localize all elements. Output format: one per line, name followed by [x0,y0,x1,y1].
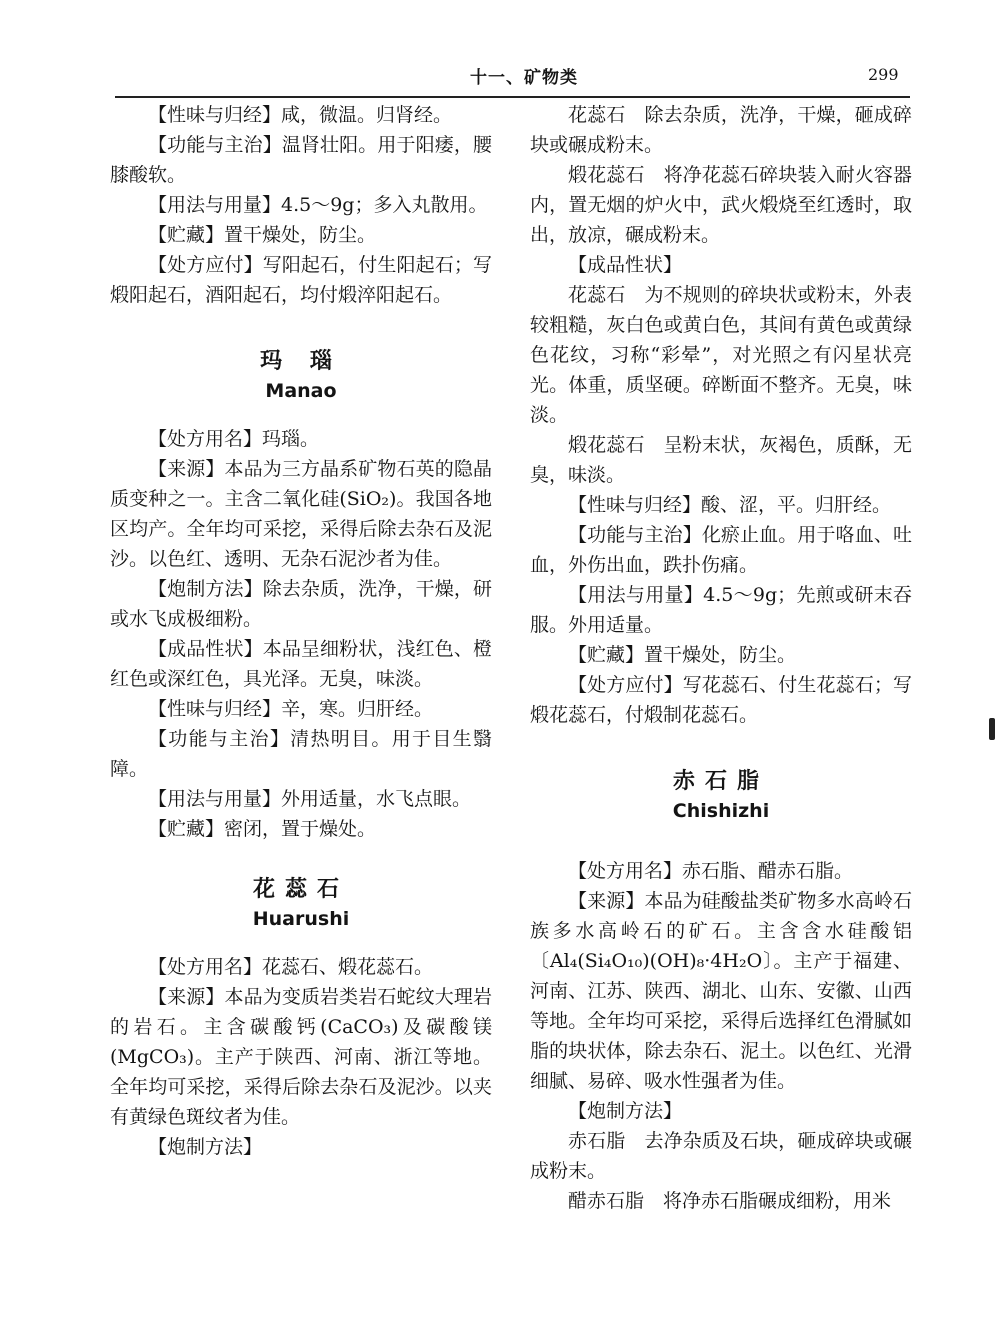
paragraph-taste-meridian: 【性味与归经】咸，微温。归肾经。 [148,104,453,126]
paragraph-huaruishi-function: 【功能与主治】化瘀止血。用于咯血、吐血，外伤出血，跌扑伤痛。 [530,524,912,576]
paragraph-manao-name: 【处方用名】玛瑙。 [148,428,320,450]
header-rule [115,96,910,98]
entry-title-chishizhi: 赤石脂 [672,768,769,794]
paragraph-manao-storage: 【贮藏】密闭，置于燥处。 [148,818,377,840]
paragraph-usage: 【用法与用量】4.5～9g；多入丸散用。 [148,194,488,216]
paragraph-huaruishi-taste: 【性味与归经】酸、涩，平。归肝经。 [568,494,892,516]
paragraph-huaruishi-calcined: 煅花蕊石 将净花蕊石碎块装入耐火容器内，置无烟的炉火中，武火煅烧至红透时，取出，放凉，碾成粉末。 [530,164,912,246]
paragraph-huaruishi-character-raw: 花蕊石 为不规则的碎块状或粉末，外表较粗糙，灰白色或黄白色，其间有黄色或黄绿色花纹，习称“彩晕”，对光照之有闪星状亮光。体重，质坚硬。碎断面不整齐。无臭，味淡。 [530,284,912,426]
paragraph-chishizhi-processing-heading: 【炮制方法】 [568,1100,683,1122]
paragraph-huaruishi-character-heading: 【成品性状】 [568,254,683,276]
paragraph-huaruishi-character-calcined: 煅花蕊石 呈粉末状，灰褐色，质酥，无臭，味淡。 [530,434,912,486]
entry-title-huaruishi: 花蕊石 [252,876,349,902]
paragraph-chishizhi-source: 【来源】本品为硅酸盐类矿物多水高岭石族多水高岭石的矿石。主含含水硅酸铝〔Al₄(Si₄O₁₀)(OH)₈·4H₂O〕。主产于福建、河南、江苏、陕西、湖北、山东、安徽、山西等地。全年均可采挖，采得后选择红色滑腻如脂的块状体，除去杂石、泥土。以色红、光滑细腻、易碎、吸水性强者为佳。 [530,890,912,1092]
paragraph-huaruishi-raw: 花蕊石 除去杂质，洗净，干燥，砸成碎块或碾成粉末。 [530,104,912,156]
entry-pinyin-huaruishi: Huarushi [252,908,350,930]
paragraph-manao-source: 【来源】本品为三方晶系矿物石英的隐晶质变种之一。主含二氧化硅(SiO₂)。我国各地区均产。全年均可采挖，采得后除去杂石及泥沙。以色红、透明、无杂石泥沙者为佳。 [110,458,492,570]
page-header-title: 十一、矿物类 [470,68,578,88]
paragraph-manao-usage: 【用法与用量】外用适量，水飞点眼。 [148,788,472,810]
paragraph-manao-character: 【成品性状】本品呈细粉状，浅红色、橙红色或深红色，具光泽。无臭，味淡。 [110,638,492,690]
paragraph-chishizhi-vinegar: 醋赤石脂 将净赤石脂碾成细粉，用米 [568,1190,892,1212]
left-column [110,100,492,1162]
entry-pinyin-chishizhi: Chishizhi [672,800,770,822]
paragraph-huaruishi-storage: 【贮藏】置干燥处，防尘。 [568,644,797,666]
paragraph-manao-function: 【功能与主治】清热明目。用于目生翳障。 [110,728,492,780]
paragraph-chishizhi-raw: 赤石脂 去净杂质及石块，砸成碎块或碾成粉末。 [530,1130,912,1182]
entry-pinyin-manao: Manao [265,380,337,402]
paragraph-prescription: 【处方应付】写阳起石，付生阳起石；写煅阳起石，酒阳起石，均付煅淬阳起石。 [110,254,492,306]
paragraph-function: 【功能与主治】温肾壮阳。用于阳痿，腰膝酸软。 [110,134,492,186]
paragraph-storage: 【贮藏】置干燥处，防尘。 [148,224,377,246]
entry-title-manao: 玛 瑙 [260,348,342,374]
paragraph-huaruishi-prescription: 【处方应付】写花蕊石、付生花蕊石；写煅花蕊石，付煅制花蕊石。 [530,674,912,726]
paragraph-huaruishi-processing-heading: 【炮制方法】 [148,1136,263,1158]
binding-edge-mark [989,718,995,740]
paragraph-huaruishi-usage: 【用法与用量】4.5～9g；先煎或研末吞服。外用适量。 [530,584,912,636]
paragraph-manao-processing: 【炮制方法】除去杂质，洗净，干燥，研或水飞成极细粉。 [110,578,492,630]
paragraph-huaruishi-source: 【来源】本品为变质岩类岩石蛇纹大理岩的岩石。主含碳酸钙(CaCO₃)及碳酸镁(MgCO₃)。主产于陕西、河南、浙江等地。全年均可采挖，采得后除去杂石及泥沙。以夹有黄绿色斑纹者为佳。 [110,986,492,1128]
paragraph-manao-taste: 【性味与归经】辛，寒。归肝经。 [148,698,434,720]
right-column [530,100,912,1216]
paragraph-chishizhi-name: 【处方用名】赤石脂、醋赤石脂。 [568,860,854,882]
page-number: 299 [868,65,899,84]
paragraph-huaruishi-name: 【处方用名】花蕊石、煅花蕊石。 [148,956,434,978]
